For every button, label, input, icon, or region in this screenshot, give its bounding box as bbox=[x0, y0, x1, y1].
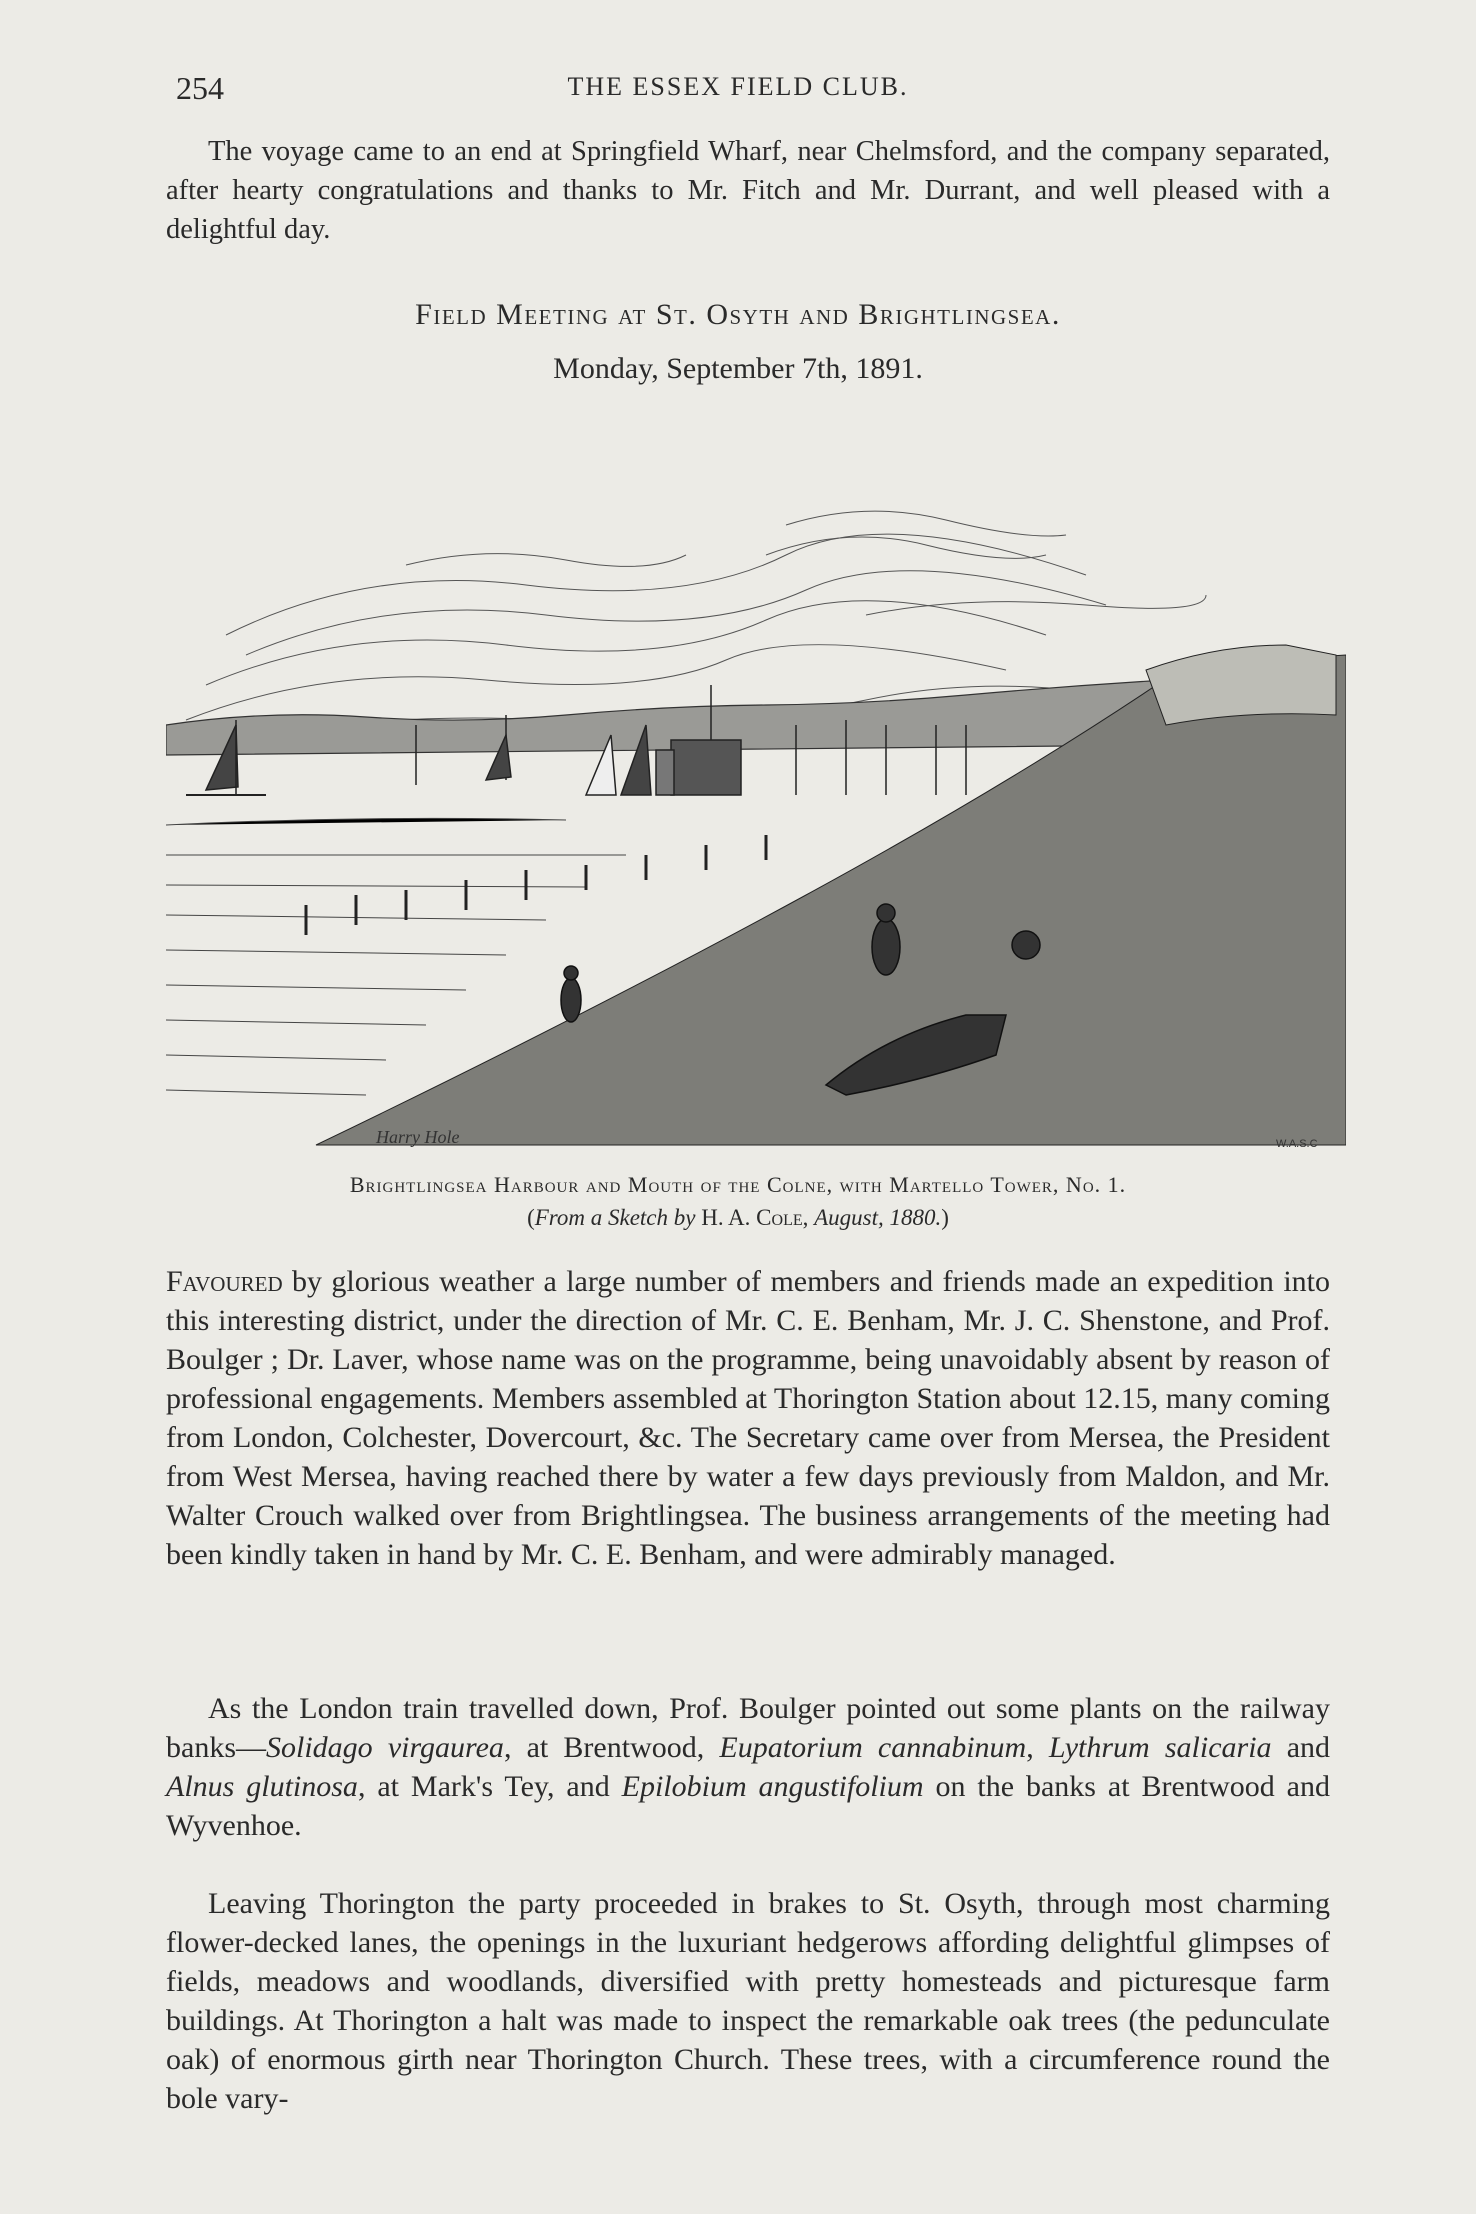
artist-signature: Harry Hole bbox=[376, 1127, 460, 1147]
plant-name-lythrum: Lythrum salicaria bbox=[1048, 1731, 1272, 1764]
running-head: THE ESSEX FIELD CLUB. bbox=[567, 72, 909, 101]
section-heading: Field Meeting at St. Osyth and Brightlingsea. bbox=[415, 298, 1061, 331]
paragraph-2 bbox=[166, 1689, 1330, 1845]
paragraph-1 bbox=[166, 1262, 1330, 1574]
credit-name: H. A. Cole, bbox=[701, 1205, 809, 1230]
paragraph-1-text: by glorious weather a large number of members and friends made an expedition into this interesting district, under the direction of Mr. C. E. Benham, Mr. J. C. Shenstone, and Prof. Boulger ; Dr. Laver, whose name was on the programme, being unavoidably absent by reason of professional engagements. Members assembled at Thorington Station about 12.15, many coming from London, Colchester, Dovercourt, &c. The Secretary came over from Mersea, the President from West Mersea, having reached there by water a few days previously from Maldon, and Mr. Walter Crouch walked over from Brightlingsea. The business arrangements of the meeting had been kindly taken in hand by Mr. C. E. Benham, and were admirably managed. bbox=[166, 1265, 1330, 1571]
plant-name-epilobium: Epilobium angustifolium bbox=[621, 1770, 924, 1803]
plant-name-eupatorium: Eupatorium cannabinum bbox=[719, 1731, 1027, 1764]
page-number: 254 bbox=[176, 70, 224, 106]
credit-from: From a Sketch by bbox=[534, 1205, 696, 1230]
paragraph-2-text-4: and bbox=[1271, 1731, 1331, 1764]
plant-name-solidago: Solidago virgaurea bbox=[266, 1731, 504, 1764]
credit-close: ) bbox=[941, 1205, 949, 1230]
paragraph-2-text-2: , at Brentwood, bbox=[503, 1731, 720, 1764]
paragraph-1-lead: Favoured bbox=[166, 1265, 283, 1298]
intro-paragraph: The voyage came to an end at Springfield Wharf, near Chelmsford, and the company separated, after hearty congratulations and thanks to Mr. Fitch and Mr. Durrant, and well pleased with a delightful day. bbox=[166, 136, 1330, 245]
plant-name-alnus: Alnus glutinosa bbox=[166, 1770, 358, 1803]
paragraph-2-text-1: As the London train travelled down, Prof. Boulger pointed out some plants on the railway banks— bbox=[166, 1692, 1330, 1764]
engraver-mark: W.A.S.C bbox=[1276, 1138, 1318, 1150]
illustration-caption: Brightlingsea Harbour and Mouth of the Colne, with Martello Tower, No. 1. bbox=[349, 1172, 1127, 1197]
illustration-credit bbox=[0, 1205, 1476, 1231]
paragraph-3: Leaving Thorington the party proceeded in brakes to St. Osyth, through most charming flower-decked lanes, the openings in the luxuriant hedgerows affording delightful glimpses of fields, meadows and woodlands, diversified with pretty homesteads and picturesque farm buildings. At Thorington a halt was made to inspect the remarkable oak trees (the pedunculate oak) of enormous girth near Thorington Church. These trees, with a circumference round the bole vary- bbox=[166, 1887, 1330, 2115]
credit-open: ( bbox=[527, 1205, 535, 1230]
credit-date: August, 1880. bbox=[814, 1205, 942, 1230]
paragraph-2-text-5: , at Mark's Tey, and bbox=[357, 1770, 622, 1803]
paragraph-2-text-3: , bbox=[1026, 1731, 1049, 1764]
section-date: Monday, September 7th, 1891. bbox=[553, 352, 923, 385]
paragraph-2-text-6: on the banks at Brentwood and Wyvenhoe. bbox=[166, 1770, 1331, 1842]
harbour-illustration bbox=[166, 495, 1346, 1153]
